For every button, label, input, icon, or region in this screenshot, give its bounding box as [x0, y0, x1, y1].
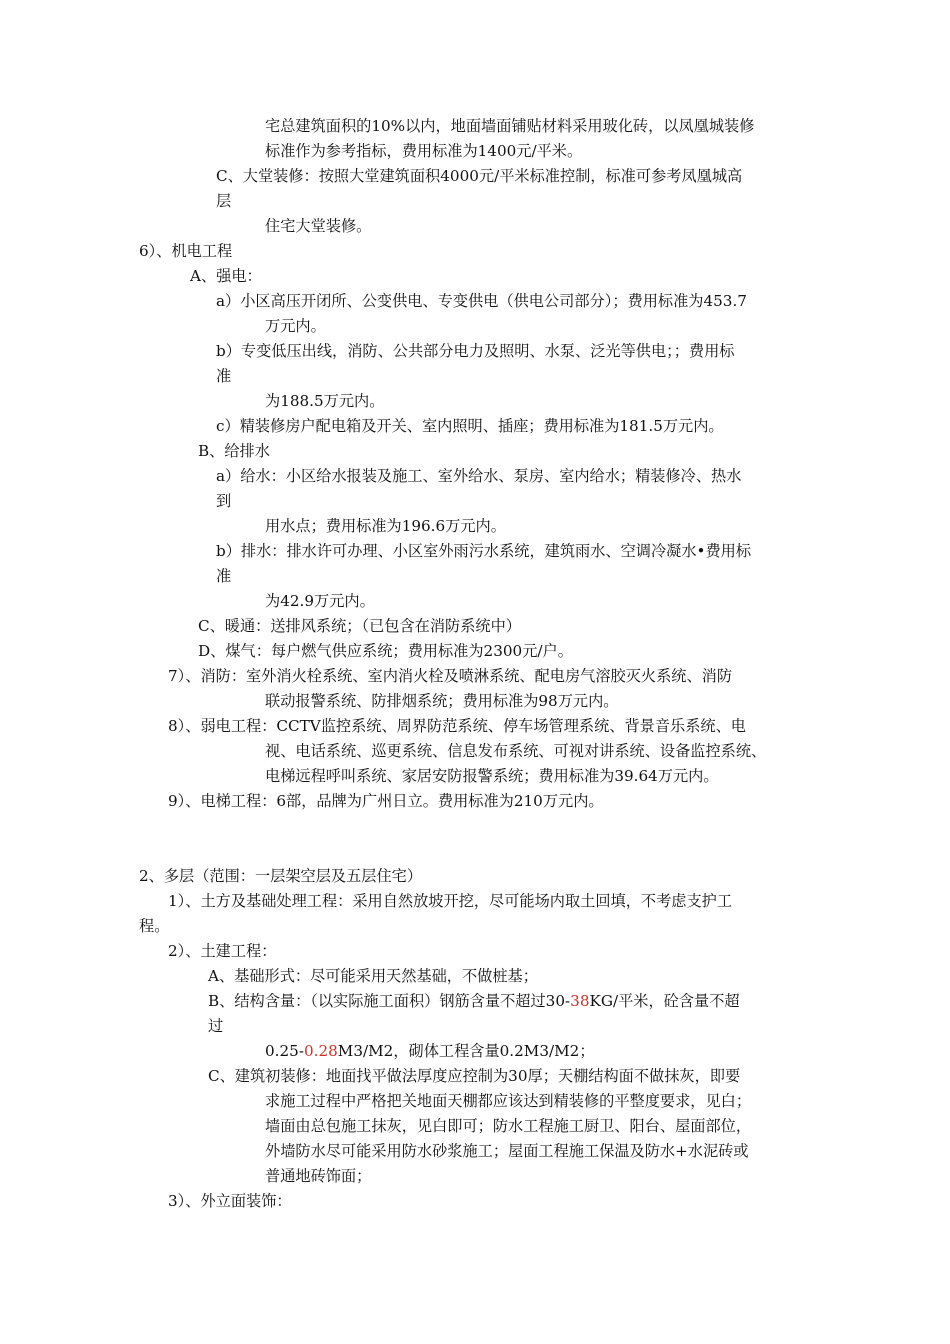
subsection-heading-c: C、暖通：送排风系统；（已包含在消防系统中）: [198, 617, 521, 635]
text-line: 视、电话系统、巡更系统、信息发布系统、可视对讲系统、设备监控系统、: [265, 742, 767, 760]
text-line: 用水点；费用标准为196.6万元内。: [265, 517, 506, 535]
text-line: 为42.9万元内。: [265, 592, 375, 610]
text-line: 联动报警系统、防排烟系统；费用标准为98万元内。: [265, 692, 619, 710]
section-heading-8: 8）、弱电工程：CCTV监控系统、周界防范系统、停车场管理系统、背景音乐系统、电: [168, 717, 746, 735]
chapter-heading-2: 2、多层（范围：一层架空层及五层住宅）: [139, 867, 423, 885]
text-line: 层: [216, 192, 232, 210]
subsection-heading-a: A、强电：: [190, 267, 262, 285]
subsection-heading-b: B、给排水: [198, 442, 270, 460]
text-line: 准: [216, 567, 232, 585]
text-line: 住宅大堂装修。: [265, 217, 372, 235]
section-heading-9: 9）、电梯工程：6部，品牌为广州日立。费用标准为210万元内。: [168, 792, 604, 810]
structure-content-line: [208, 991, 740, 1011]
text-line: 为188.5万元内。: [265, 392, 385, 410]
text-line: 电梯远程呼叫系统、家居安防报警系统；费用标准为39.64万元内。: [265, 767, 719, 785]
text-line: 宅总建筑面积的10%以内，地面墙面铺贴材料采用玻化砖，以凤凰城装修: [265, 117, 755, 135]
text-line: 求施工过程中严格把关地面天棚都应该达到精装修的平整度要求，见白；: [265, 1092, 751, 1110]
text-span: B、结构含量：（以实际施工面积）钢筋含量不超过30-: [208, 992, 571, 1010]
text-span: M3/M2，砌体工程含量0.2M3/M2；: [337, 1042, 595, 1060]
concrete-content-line: [265, 1041, 595, 1061]
text-line: b）排水：排水许可办理、小区室外雨污水系统，建筑雨水、空调冷凝水•费用标: [216, 542, 752, 560]
text-line: 过: [208, 1017, 224, 1035]
text-line: 墙面由总包施工抹灰，见白即可；防水工程施工厨卫、阳台、屋面部位，: [265, 1117, 751, 1135]
text-line: b）专变低压出线，消防、公共部分电力及照明、水泵、泛光等供电；；费用标: [216, 342, 735, 360]
text-span: KG/平米，砼含量不超: [589, 992, 740, 1010]
text-line: 准: [216, 367, 232, 385]
section-heading-3: 3）、外立面装饰：: [168, 1192, 292, 1210]
section-heading-7: 7）、消防：室外消火栓系统、室内消火栓及喷淋系统、配电房气溶胶灭火系统、消防: [168, 667, 733, 685]
text-line: 外墙防水尽可能采用防水砂浆施工；屋面工程施工保温及防水+水泥砖或: [265, 1142, 749, 1160]
section-heading-c: C、大堂装修：按照大堂建筑面积4000元/平米标准控制，标准可参考凤凰城高: [216, 167, 743, 185]
text-line: 万元内。: [265, 317, 326, 335]
text-line: a）小区高压开闭所、公变供电、专变供电（供电公司部分）；费用标准为453.7: [216, 292, 747, 310]
section-heading-1: 1）、土方及基础处理工程：采用自然放坡开挖，尽可能场内取土回填，不考虑支护工: [168, 892, 733, 910]
subsection-heading-c: C、建筑初装修：地面找平做法厚度应控制为30厚；天棚结构面不做抹灰，即要: [208, 1067, 741, 1085]
section-heading-2: 2）、土建工程：: [168, 942, 277, 960]
text-line: 普通地砖饰面；: [265, 1167, 372, 1185]
subsection-heading-a: A、基础形式：尽可能采用天然基础，不做桩基；: [208, 967, 538, 985]
text-line: a）给水：小区给水报装及施工、室外给水、泵房、室内给水；精装修冷、热水: [216, 467, 742, 485]
highlight-span: 0.28: [303, 1042, 338, 1060]
highlight-span: 38: [570, 992, 590, 1010]
text-line: c）精装修房户配电箱及开关、室内照明、插座；费用标准为181.5万元内。: [216, 417, 724, 435]
text-line: 标准作为参考指标，费用标准为1400元/平米。: [265, 142, 583, 160]
subsection-heading-d: D、煤气：每户燃气供应系统；费用标准为2300元/户。: [198, 642, 573, 660]
text-line: 程。: [139, 917, 170, 935]
section-heading-6: 6）、机电工程: [139, 242, 233, 260]
text-span: 0.25-: [265, 1042, 304, 1060]
text-line: 到: [216, 492, 232, 510]
